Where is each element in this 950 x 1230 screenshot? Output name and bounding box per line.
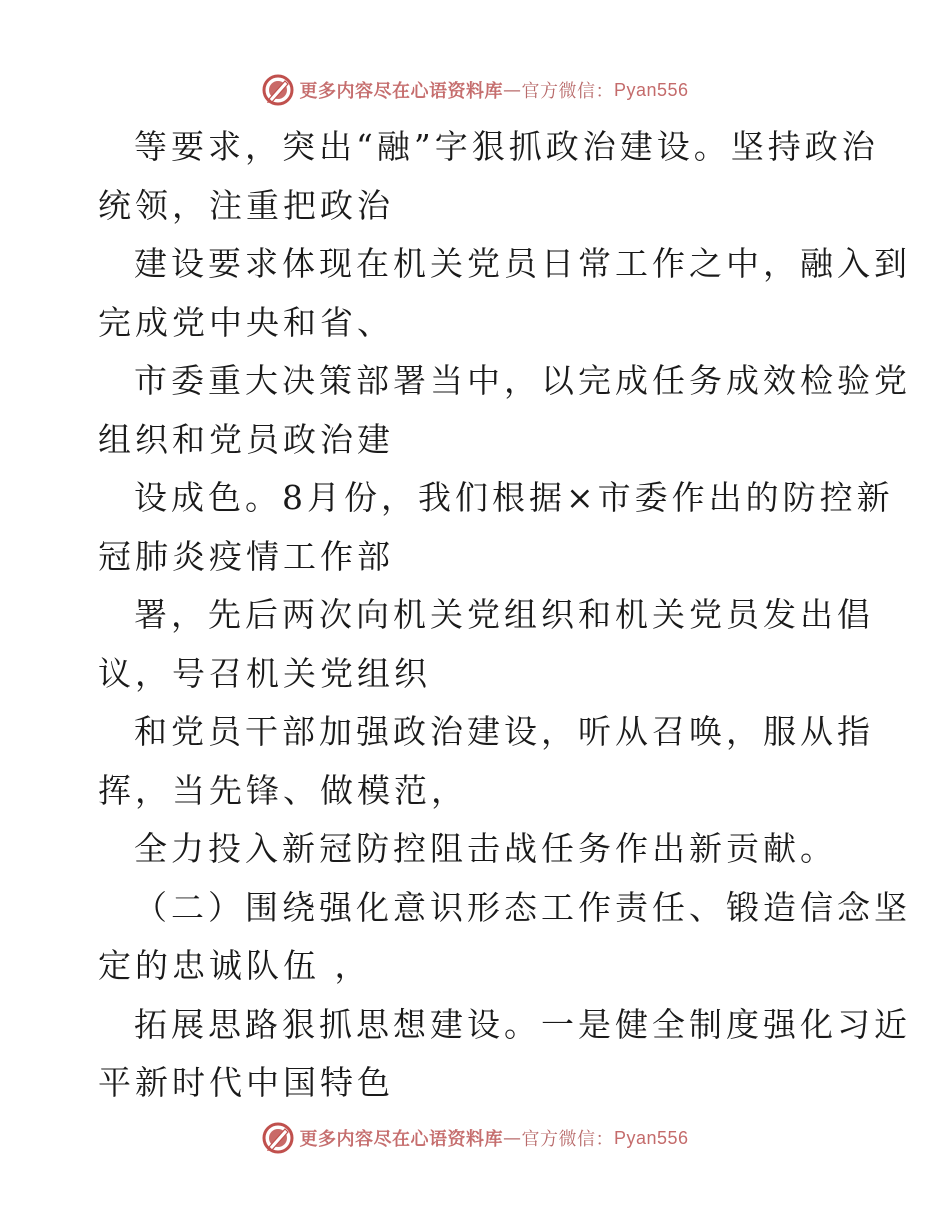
pen-circle-logo-icon	[261, 73, 295, 107]
body-line: 拓展思路狠抓思想建设。一是健全制度强化习近	[134, 1004, 911, 1044]
body-line: 平新时代中国特色	[98, 1063, 394, 1102]
body-line: 和党员干部加强政治建设，听从召唤，服从指	[134, 712, 874, 751]
body-line: 统领，注重把政治	[98, 185, 394, 225]
footer-handle-text: Pyan556	[613, 1127, 689, 1148]
body-line: 署，先后两次向机关党组织和机关党员发出倡	[134, 595, 874, 634]
body-line: 议，号召机关党组织	[98, 653, 431, 693]
body-line: 定的忠诚队伍 ，	[98, 946, 372, 985]
header-watermark-banner	[0, 70, 950, 110]
footer-watermark-banner	[0, 1118, 950, 1158]
pen-circle-logo-icon	[261, 1121, 295, 1155]
body-line: 冠肺炎疫情工作部	[98, 536, 394, 576]
body-line: 完成党中央和省、	[98, 302, 394, 342]
body-line: 全力投入新冠防控阻击战任务作出新贡献。	[134, 829, 837, 868]
body-line: 设成色。8月份，我们根据×市委作出的防控新	[134, 478, 894, 517]
header-dash: —	[502, 79, 522, 101]
body-line: 挥，当先锋、做模范，	[98, 770, 468, 810]
body-line: 建设要求体现在机关党员日常工作之中，融入到	[134, 244, 911, 283]
footer-official-text: 官方微信：	[521, 1129, 614, 1150]
footer-dash: —	[502, 1127, 522, 1149]
body-line: 组织和党员政治建	[98, 419, 394, 459]
body-line: 等要求，突出“融”字狠抓政治建设。坚持政治	[134, 127, 879, 166]
body-line: 市委重大决策部署当中，以完成任务成效检验党	[134, 361, 911, 400]
body-line: （二）围绕强化意识形态工作责任、锻造信念坚	[134, 887, 911, 927]
header-brand-text: 更多内容尽在心语资料库	[299, 81, 503, 102]
header-handle-text: Pyan556	[613, 79, 689, 100]
header-official-text: 官方微信：	[521, 81, 614, 102]
footer-brand-text: 更多内容尽在心语资料库	[299, 1129, 503, 1150]
document-body	[98, 118, 911, 1113]
